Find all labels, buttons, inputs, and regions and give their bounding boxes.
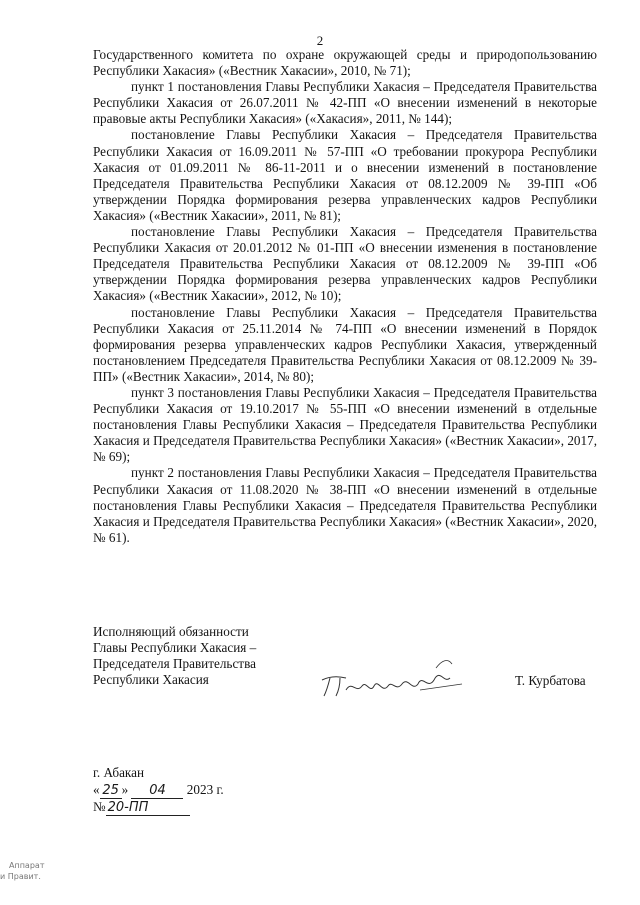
- paragraph: постановление Главы Республики Хакасия – Председателя Правительства Республики Хакасия от 20.01.2012 № 01-ПП «О внесении изменения в постановление Председателя Правительства Республики Хакасия от 08.12.2009 № 39-ПП «Об утверждении Порядка формирования резерва управленческих кадров Республики Хакасия» («Вестник Хакасии», 2012, № 10);: [93, 224, 597, 304]
- paragraph: пункт 1 постановления Главы Республики Хакасия – Председателя Правительства Республики Хакасия от 26.07.2011 № 42-ПП «О внесении изменений в некоторые правовые акты Республики Хакасия» («Хакасия», 2011, № 144);: [93, 79, 597, 127]
- paragraph: Государственного комитета по охране окружающей среды и природопользованию Республики Хакасия» («Вестник Хакасии», 2010, № 71);: [93, 47, 597, 79]
- date-day: 25: [100, 784, 122, 799]
- signatory-position-line: Исполняющий обязанности: [93, 624, 249, 639]
- number-value: 20-ПП: [106, 801, 190, 816]
- signatory-position: [93, 624, 256, 688]
- date-month: 04: [131, 784, 183, 799]
- margin-stamp-line: и Правит.: [0, 872, 41, 881]
- margin-stamp-line: Аппарат: [9, 861, 45, 870]
- signatory-position-line: Председателя Правительства: [93, 656, 256, 671]
- signatory-position-line: Республики Хакасия: [93, 672, 209, 687]
- number-label: №: [93, 799, 106, 814]
- signer-name: Т. Курбатова: [515, 673, 586, 688]
- date-year: 2023 г.: [186, 782, 224, 797]
- handwritten-signature: [316, 650, 466, 702]
- city: г. Абакан: [93, 765, 145, 780]
- document-body: [93, 47, 597, 546]
- paragraph: постановление Главы Республики Хакасия – Председателя Правительства Республики Хакасия от 16.09.2011 № 57-ПП «О требовании прокурора Республики Хакасия от 01.09.2011 № 86-11-2011 и о внесении изменений в постановление Председателя Правительства Республики Хакасия от 08.12.2009 № 39-ПП «Об утверждении Порядка формирования резерва управленческих кадров Республики Хакасия» («Вестник Хакасии», 2011, № 81);: [93, 127, 597, 223]
- paragraph: пункт 2 постановления Главы Республики Хакасия – Председателя Правительства Республики Хакасия от 11.08.2020 № 38-ПП «О внесении изменений в отдельные постановления Главы Республики Хакасия – Председателя Правительства Республики Хакасия и Председателя Правительства Республики Хакасия» («Вестник Хакасии», 2020, № 61).: [93, 465, 597, 545]
- paragraph: пункт 3 постановления Главы Республики Хакасия – Председателя Правительства Республики Хакасия от 19.10.2017 № 55-ПП «О внесении изменений в отдельные постановления Главы Республики Хакасия – Председателя Правительства Республики Хакасия и Председателя Правительства Республики Хакасия» («Вестник Хакасии», 2017, № 69);: [93, 384, 597, 465]
- signatory-position-line: Главы Республики Хакасия –: [93, 640, 257, 655]
- document-date: « 25 » 04 2023 г.: [93, 782, 224, 798]
- place-date-block: [93, 764, 224, 815]
- page-number: 2: [316, 33, 324, 48]
- margin-stamp: [0, 860, 44, 882]
- paragraph: постановление Главы Республики Хакасия – Председателя Правительства Республики Хакасия от 25.11.2014 № 74-ПП «О внесении изменений в Порядок формирования резерва управленческих кадров Республики Хакасия, утвержденный постановлением Председателя Правительства Республики Хакасия от 08.12.2009 № 39-ПП» («Вестник Хакасии», 2014, № 80);: [93, 304, 597, 384]
- document-number: [93, 798, 224, 815]
